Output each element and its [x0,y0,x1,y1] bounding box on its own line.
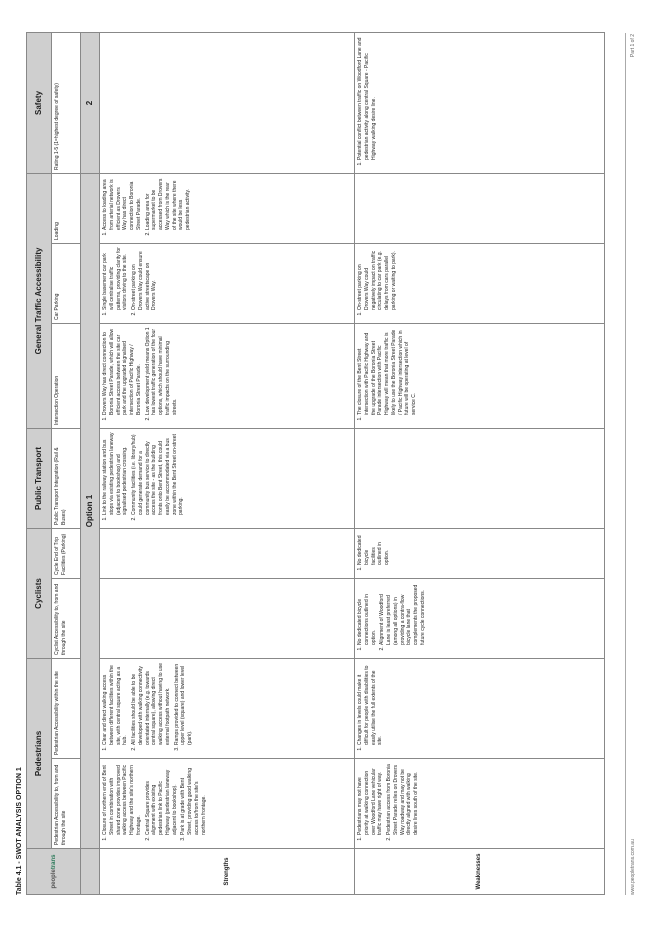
sub-cyc2: Cycle End of Trip Facilities (Parking) [52,528,81,578]
list-item: 2. Loading area for supermarket to be accessed from Drovers Way which is the rear of the site where there would be less pedestrian activity. [145,177,192,230]
swot-table [26,32,605,895]
list-item: 1. Single basement car park will centralise traffic patterns, providing clarity for visitors driving to the site. [102,247,129,310]
list-item: 2. Low development yield means Option 1 has lowest traffic generation of the four options, which should have minimal traffic impacts on the surrounding streets. [145,327,179,415]
weaknesses-row [355,32,605,894]
footer-url: www.peopletrans.com.au [630,839,636,895]
cat-general-traffic: General Traffic Accessibility [27,173,52,428]
logo [51,855,57,889]
cell [355,428,605,528]
logo-cell [27,849,81,895]
cell [100,759,355,849]
list-item: 1. No dedicated bicycle facilities outlined in option. [357,532,391,565]
cell [355,528,605,578]
list-item: 1. Link to the railway station and bus stops via existing pedestrian laneway (adjacent to bookshop) and signalised pedestrian crossing. [102,432,129,515]
item-list [357,247,398,320]
list-item: 2. Community facilities (i.e. library/hub) could generate demand for a community bus service to directly access the site - as the building fronts onto Bent Street, this could easily be accommodated via a bus zone within the Bent Street on-street parking. [131,432,185,515]
logo-prefix: people [51,869,58,889]
item-list [357,662,384,755]
item-list [357,532,391,575]
cell [100,578,355,658]
item-list [102,662,194,755]
cell [355,658,605,758]
sub-ped2: Pedestrian Accessibility within the site [52,658,81,758]
list-item: 2. All facilities should be able to be developed with walking connectivity orientated internally (e.g. towards central square), allowing direct walking access without having to use external footpath network. [131,662,172,745]
cell [355,578,605,658]
cat-safety: Safety [27,32,52,173]
list-item: 2. Alignment of Woodford Lane is least preferred (among all options) in providing a contra-flow bicycle lane that complements the proposed future cycle connections. [379,582,426,645]
cell [100,243,355,323]
item-list [102,327,178,425]
item-list [357,327,418,425]
item-list [102,432,185,525]
item-list [102,247,158,320]
strengths-label: Strengths [100,849,355,895]
cell [355,243,605,323]
cat-cyclists: Cyclists [27,528,52,658]
cat-pedestrians: Pedestrians [27,658,52,848]
sub-cyc1: Cyclist Accessibility to, from and through the site [52,578,81,658]
sub-safety: Rating 1-5 (1=highest degree of safety) [52,32,81,173]
footer-page: Part 1 of 2 [630,34,636,58]
item-list [357,582,427,655]
list-item: 3. Ramps provided to connect between upper level (square) and lower level (park). [174,662,194,745]
option-label: Option 1 [81,173,100,848]
list-item: 2. Pedestrian access from Boronia Street Parade relies on Drovers Way roadway and may not be directly aligned with walking desire lines south of the site. [386,762,420,835]
list-item: 1. The closure of the Bent Street intersection with Pacific Highway and the upgrade of the Boronia Street Parade intersection with Pacific Highway will mean that more traffic is likely to use the Boronia Street Parade / Pacific Highway intersection which in future will be operating at level of service C. [357,327,418,415]
sub-pt: Public Transport Integration (Rail & Buses) [52,428,81,528]
cell [100,323,355,428]
item-list [102,762,207,845]
list-item: 1. On-street parking on Drovers Way could negatively impact on traffic circulating to car park (e.g. delays from cars parallel parking or waiting to park). [357,247,398,310]
list-item: 1. Drovers Way has direct connection to Boronia Street Parade, which will allow efficient access between the site car park and the upgraded signalised intersection of Pacific Highway / Boronia Street Parade. [102,327,143,415]
list-item: 3. Park is at grade with Bent Street, providing good walking access to/from the site's northern frontage. [180,762,207,835]
cell [100,32,355,173]
list-item: 1. Clear and direct walking access between different facilities within the site, with central square acting as a hub. [102,662,129,745]
list-item: 1. Access to loading area from arterial network is efficient as Drovers Way has direct connection to Boronia Street Parade. [102,177,143,230]
cell [100,428,355,528]
safety-rating: 2 [81,32,100,173]
strengths-row [100,32,355,894]
footer-rule [625,33,626,895]
list-item: 2. Central Square provides alignment with existing pedestrian link to Pacific Highway (pedestrian laneway adjacent to bookshop). [145,762,179,835]
cell [355,323,605,428]
list-item: 1. Pedestrians may not have priority at walking connection over Woodford Lane vehicular traffic may have right of way. [357,762,384,835]
cat-public-transport: Public Transport [27,428,52,528]
item-list [357,36,377,170]
cell [355,173,605,243]
sub-car: Car Parking [52,243,81,323]
weaknesses-label: Weaknesses [355,849,605,895]
cell [355,759,605,849]
cell [100,658,355,758]
list-item: 2. On-street parking on Drovers Way could ensure active streetscape on Drovers Way. [131,247,158,310]
sub-int: Intersection Operation [52,323,81,428]
item-list [357,762,420,845]
list-item: 1. Closure of northern end of Bent Street in combination with shared zone provides improved walking access between Pacific Highway and the site's northern frontage. [102,762,143,835]
list-item: 1. Potential conflict between traffic on Woodford Lane and pedestrian activity along central Square - Pacific Highway walking desire line. [357,36,377,160]
list-item: 1. Changes in levels could make it difficult for people with disabilities to easily utilise the full extents of the site. [357,662,384,745]
table-title: Table 4.1 - SWOT ANALYSIS OPTION 1 [16,767,23,895]
sub-ped1: Pedestrian Accessibility to, from and through the site [52,759,81,849]
list-item: 1. No dedicated bicycle connections outlined in option. [357,582,377,645]
cell [100,528,355,578]
item-list [102,177,192,240]
cell [355,32,605,173]
logo-suffix: trans [51,854,58,870]
sub-load: Loading [52,173,81,243]
cell [100,173,355,243]
opt-blank [81,849,100,895]
